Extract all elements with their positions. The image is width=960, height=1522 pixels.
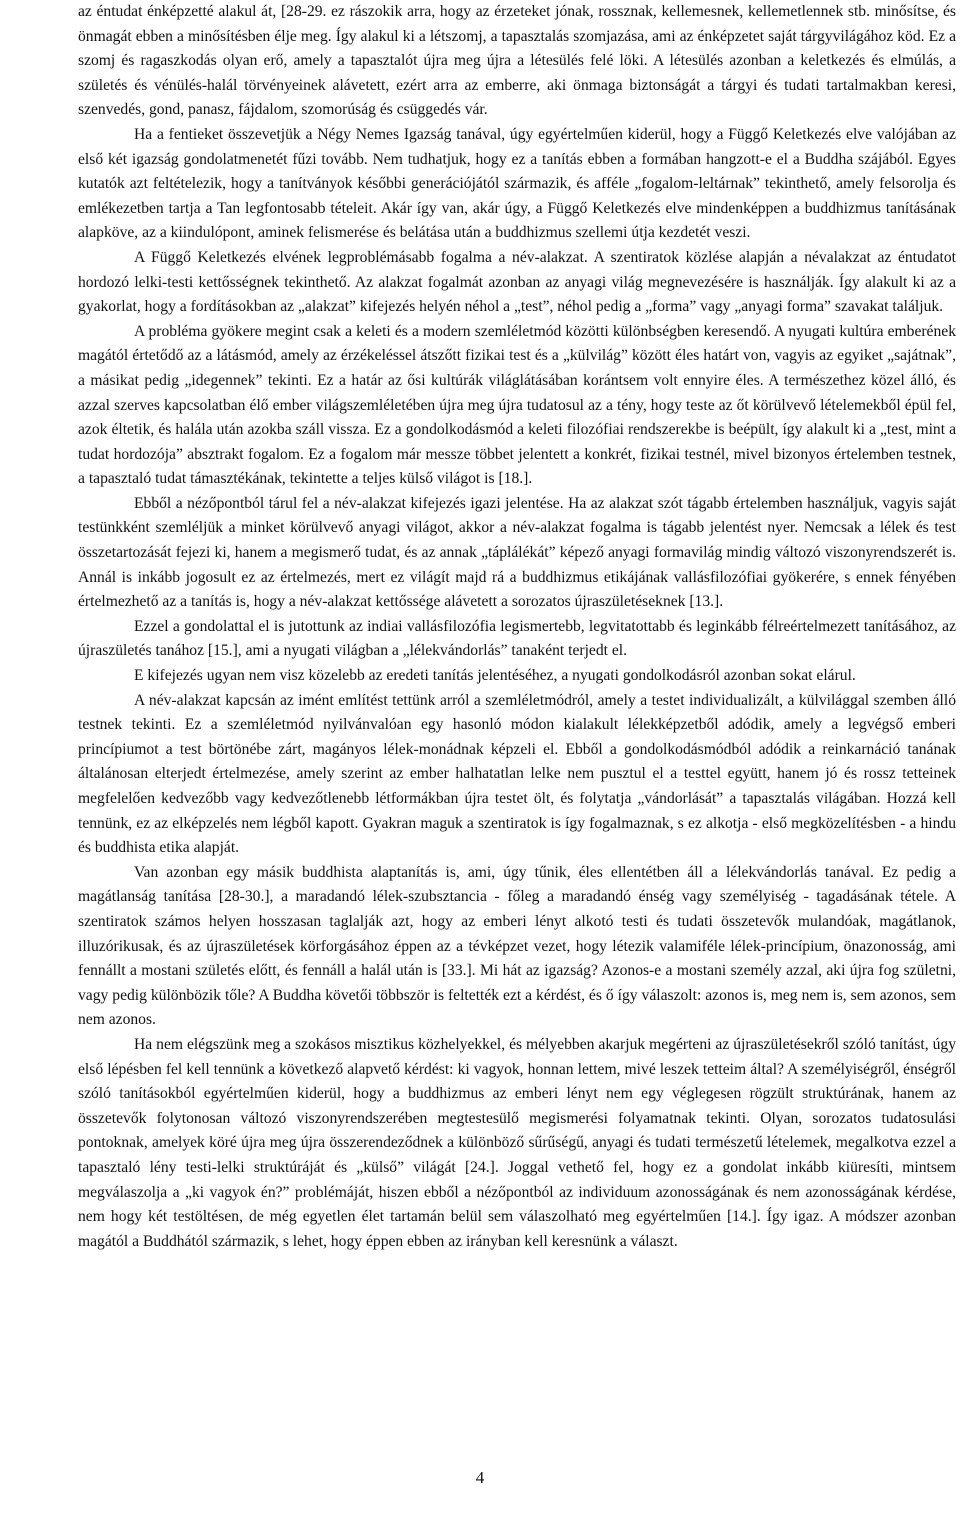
paragraph-2: Ha a fentieket összevetjük a Négy Nemes Igazság tanával, úgy egyértelműen kiderül, hogy a Függő Keletkezés elve valójában az első két igazság gondolatmenetét fűzi tovább. Nem tudhatjuk, hogy ez a tanítás ebben a formában hangzott-e el a Buddha szájából. Egyes kutatók azt feltételezik, hogy a tanítványok későbbi generációjától származik, és afféle „fogalom-leltárnak” tekinthető, amely felsorolja és emlékezetben tartja a Tan legfontosabb tételeit. Akár így van, akár úgy, a Függő Keletkezés elve mindenképpen a buddhizmus tanításának alapköve, az a kiindulópont, aminek felismerése és belátása után a buddhizmus szellemi útja kezdetét veszi. [78,125,956,242]
paragraph-4: A probléma gyökere megint csak a keleti és a modern szemléletmód közötti különbségben keresendő. A nyugati kultúra emberének magától értetődő az a látásmód, amely az érzékeléssel átszőtt fizikai test és a „külvilág” között éles határt von, vagyis az egyiket „sajátnak”, a másikat pedig „idegennek” tekinti. Ez a határ az ősi kultúrák világlátásában korántsem volt ennyire éles. A természethez közel álló, és azzal szerves kapcsolatban élő ember világszemléletében újra meg újra tudatosul az a tény, hogy teste az őt körülvevő lételemekből épül fel, azok éltetik, és halála után azokba száll vissza. Ez a gondolkodásmód a keleti filozófiai rendszerekbe is beépült, így alakult ki a „test, mint a tudat hordozója” absztrakt fogalom. Ez a fogalom már messze többet jelentett a konkrét, fizikai testnél, mivel bizonyos értelemben testnek, a tapasztaló tudat támasztékának, tekintette a teljes külső világot is [18.]. [78,322,956,488]
paragraph-5: Ebből a nézőpontból tárul fel a név-alakzat kifejezés igazi jelentése. Ha az alakzat szót tágabb értelemben használjuk, vagyis saját testünkként szemléljük a minket körülvevő anyagi világot, akkor a név-alakzat fogalma is tágabb jelentést nyer. Nemcsak a lélek és test összetartozását fejezi ki, hanem a megismerő tudat, és az annak „táplálékát” képező anyagi formavilág mindig változó viszonyrendszerét is. Annál is inkább jogosult ez az értelmezés, mert ez világít majd rá a buddhizmus etikájának vallásfilozófiai gyökerére, s ennek fényében értelmezhető az a tanítás is, hogy a név-alakzat kettőssége alávetett a sorozatos újraszületéseknek [13.]. [78,494,956,611]
paragraph-6: Ezzel a gondolattal el is jutottunk az indiai vallásfilozófia legismertebb, legvitatottabb és leginkább félreértelmezett tanításához, az újraszületés tanához [15.], ami a nyugati világban a „lélekvándorlás” tanaként terjedt el. [78,617,956,660]
paragraph-1: az éntudat énképzetté alakul át, [28-29. ez rászokik arra, hogy az érzeteket jónak, rossznak, kellemesnek, kellemetlennek stb. minősítse, és önmagát ebben a minősítésben élje meg. Így alakul ki a létszomj, a tapasztalás szomjazása, ami az énképzetet saját tárgyvilágához köd. Ez a szomj és ragaszkodás olyan erő, amely a tapasztalót újra meg újra a létesülés felé löki. A létesülés azonban a keletkezés és elmúlás, a születés és vénülés-halál törvényeinek alávetett, ezért arra az emberre, aki önmaga biztonságát a tárgyi és tudati tartalmakban keresi, szenvedés, gond, panasz, fájdalom, szomorúság és csüggedés vár. [78,3,956,119]
paragraph-10: Ha nem elégszünk meg a szokásos misztikus közhelyekkel, és mélyebben akarjuk megérteni az újraszületésekről szóló tanítást, úgy első lépésben fel kell tennünk a következő alapvető kérdést: ki vagyok, honnan lettem, mivé leszek tetteim által? A személyiségről, énségről szóló tanításokból egyértelműen kiderül, hogy a buddhizmus az emberi lényt nem egy véglegesen rögzült struktúrának, hanem az összetevők folytonosan változó viszonyrendszerében megtestesülő megismerési folyamatnak tekinti. Olyan, sorozatos tudatosulási pontoknak, amelyek köré újra meg újra összerendeződnek a különböző sűrűségű, anyagi és tudati természetű lételemek, megalkotva ezzel a tapasztaló lény testi-lelki struktúráját és „külső” világát [24.]. Joggal vethető fel, hogy ez a gondolat inkább kiüresíti, mintsem megválaszolja a „ki vagyok én?” problémáját, hiszen ebből a nézőpontból az individuum azonosságának és nem azonosságának kérdése, nem hogy két testöltésen, de még egyetlen élet tartamán belül sem válaszolható meg egyértelműen [14.]. Így igaz. A módszer azonban magától a Buddhától származik, s lehet, hogy éppen ebben az irányban kell keresnünk a választ. [78,1035,956,1250]
page-number: 4 [475,1468,485,1487]
document-page [78,0,956,1254]
paragraph-9: Van azonban egy másik buddhista alaptanítás is, ami, úgy tűnik, éles ellentétben áll a lélekvándorlás tanával. Ez pedig a magátlanság tanítása [28-30.], a maradandó lélek-szubsztancia - főleg a maradandó énség vagy személyiség - tagadásának tétele. A szentiratok számos helyen hosszasan taglalják azt, hogy az emberi lényt alkotó testi és tudati összetevők mulandóak, magátlanok, illuzórikusak, és az újraszületések körforgásához éppen az a tévképzet vezet, hogy létezik valamiféle lélek-princípium, önazonosság, ami fennállt a mostani születés előtt, és fennáll a halál után is [33.]. Mi hát az igazság? Azonos-e a mostani személy azzal, aki újra fog születni, vagy pedig különbözik tőle? A Buddha követői többször is feltették ezt a kérdést, és ő így válaszolt: azonos is, meg nem is, sem azonos, sem nem azonos. [78,863,956,1029]
paragraph-7: E kifejezés ugyan nem visz közelebb az eredeti tanítás jelentéséhez, a nyugati gondolkodásról azonban sokat elárul. [134,667,856,685]
paragraph-3: A Függő Keletkezés elvének legproblémásabb fogalma a név-alakzat. A szentiratok közlése alapján a névalakzat az éntudatot hordozó lelki-testi kettősségnek tekinthető. Az alakzat fogalmát azonban az anyagi világ megnevezésére is használják. Így alakult ki az a gyakorlat, hogy a fordításokban az „alakzat” kifejezés helyén néhol a „test”, néhol pedig a „forma” vagy „anyagi forma” szavakat találjuk. [78,248,956,316]
paragraph-8: A név-alakzat kapcsán az imént említést tettünk arról a szemléletmódról, amely a testet individualizált, a külvilággal szemben álló testnek tekinti. Ez a szemléletmód nyilvánvalóan egy hasonló módon kialakult lélekképzetből adódik, amely a legvégső emberi princípiumot a test börtönébe zárt, magányos lélek-monádnak képzeli el. Ebből a gondolkodásmódból adódik a reinkarnáció tanának általánosan elterjedt értelmezése, amely szerint az ember halhatatlan lelke nem pusztul el a testtel együtt, hanem jó és rossz tetteinek megfelelően kedvezőbb vagy kedvezőtlenebb létformákban újra testet ölt, és folytatja „vándorlását” a tapasztalás világában. Hozzá kell tennünk, ez az elképzelés nem légből kapott. Gyakran maguk a szentiratok is így fogalmaznak, s ez alkotja - első megközelítésben - a hindu és buddhista etika alapját. [78,691,956,857]
